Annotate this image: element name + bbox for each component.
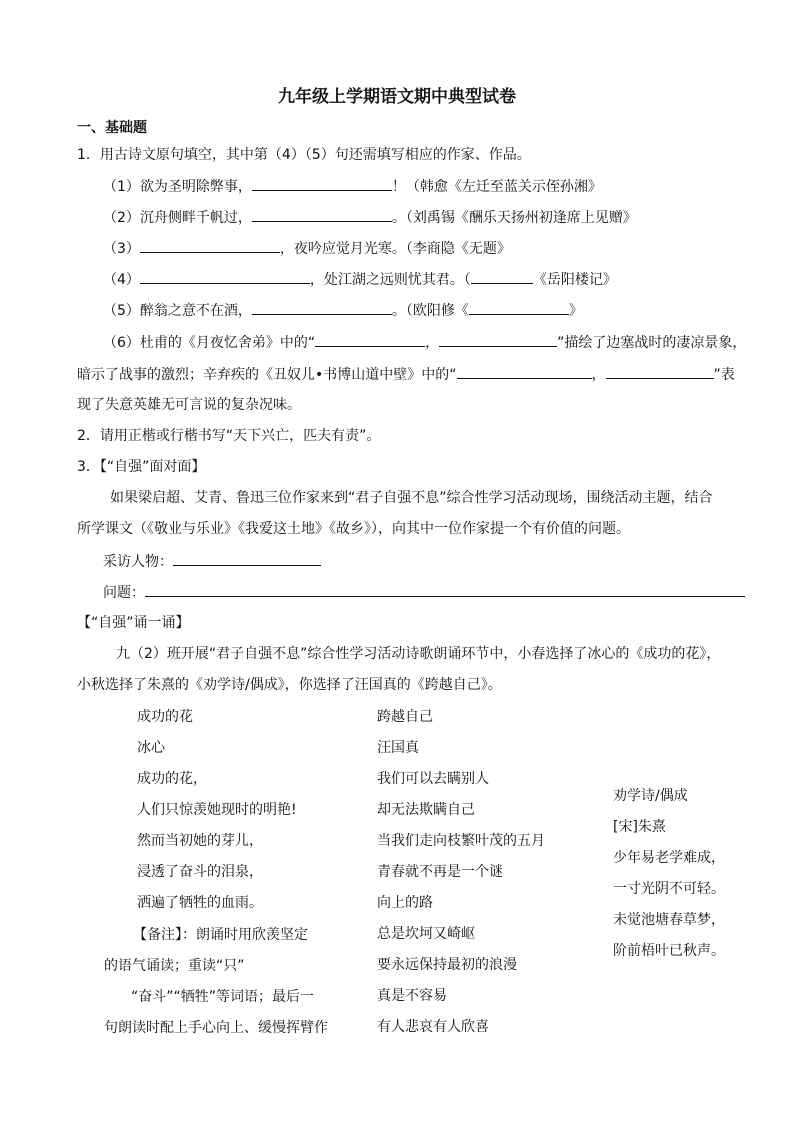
item-6-text-f: ”表 bbox=[713, 367, 735, 383]
poem-line: [宋]朱熹 bbox=[613, 819, 666, 835]
item-6-text-b: ， bbox=[425, 335, 440, 351]
answer-blank[interactable] bbox=[606, 364, 714, 379]
item-3-prefix: （3） bbox=[103, 241, 140, 257]
poem-line: 我们可以去瞒别人 bbox=[377, 771, 489, 787]
recite-heading: 【“自强”诵一诵】 bbox=[77, 615, 190, 631]
recite-paragraph-1: 九（2）班开展“君子自强不息”综合性学习活动诗歌朗诵环节中，小春选择了冰心的《成功的花》， bbox=[116, 646, 721, 662]
question-1-item-2 bbox=[103, 207, 637, 228]
poem-line: 要永远保持最初的浪漫 bbox=[377, 957, 517, 973]
poem-line: 跨越自己 bbox=[377, 709, 433, 725]
question-1-item-5 bbox=[103, 300, 583, 321]
question-1-item-1 bbox=[103, 176, 602, 197]
poem-line: 成功的花， bbox=[137, 771, 207, 787]
item-1-suffix: ！（韩愈《左迁至蓝关示侄孙湘》 bbox=[391, 179, 602, 195]
poem-line: 劝学诗/偶成 bbox=[613, 788, 688, 804]
question-2: 2．请用正楷或行楷书写“天下兴亡，匹夫有责”。 bbox=[77, 428, 381, 444]
answer-blank[interactable] bbox=[439, 332, 557, 347]
interviewee-label: 采访人物： bbox=[103, 554, 173, 570]
page-title: 九年级上学期语文期中典型试卷 bbox=[278, 87, 516, 107]
question-3-paragraph-1: 如果梁启超、艾青、鲁迅三位作家来到“君子自强不息”综合性学习活动现场，围绕活动主题，结合 bbox=[110, 490, 713, 506]
author-blank[interactable] bbox=[471, 269, 533, 284]
poem-line: 浸透了奋斗的泪泉， bbox=[137, 864, 263, 880]
answer-blank[interactable] bbox=[252, 300, 392, 315]
item-2-prefix: （2）沉舟侧畔千帆过， bbox=[103, 210, 252, 226]
item-3-suffix: ，夜吟应觉月光寒。（李商隐《无题》 bbox=[279, 241, 511, 257]
poem-line: 青春就不再是一个谜 bbox=[377, 864, 503, 880]
poem-line: 却无法欺瞒自己 bbox=[377, 802, 475, 818]
poem-line: 有人悲哀有人欣喜 bbox=[377, 1019, 489, 1035]
poem-line: 成功的花 bbox=[137, 709, 193, 725]
poem-line: 然而当初她的芽儿， bbox=[137, 833, 263, 849]
question-3-paragraph-2: 所学课文（《敬业与乐业》《我爱这土地》《故乡》），向其中一位作家提一个有价值的问题。 bbox=[77, 521, 630, 537]
note-line: 句朗读时配上手心向上、缓慢挥臂作 bbox=[104, 1020, 328, 1036]
item-5-suffix: 》 bbox=[568, 303, 583, 319]
question-1-item-6-line-3: 现了失意英雄无可言说的复杂况味。 bbox=[77, 397, 301, 413]
recite-paragraph-2: 小秋选择了朱熹的《劝学诗/偶成》，你选择了汪国真的《跨越自己》。 bbox=[77, 677, 502, 693]
item-6-text-a: （6）杜甫的《月夜忆舍弟》中的“ bbox=[103, 335, 316, 351]
note-line: 的语气诵读；重读“只” bbox=[104, 958, 245, 974]
poem-line: 阶前梧叶已秋声。 bbox=[613, 943, 725, 959]
item-5-middle: 。（欧阳修《 bbox=[391, 303, 469, 319]
question-1-item-6-line-1 bbox=[103, 332, 746, 353]
answer-blank[interactable] bbox=[140, 238, 280, 253]
poem-line: 人们只惊羡她现时的明艳! bbox=[137, 802, 297, 818]
item-4-suffix: 《岳阳楼记》 bbox=[532, 272, 617, 288]
item-6-text-d: 暗示了战事的激烈；辛弃疾的《丑奴儿•书博山道中壁》中的“ bbox=[77, 367, 457, 383]
poem-line: 向上的路 bbox=[377, 895, 433, 911]
section-heading: 一、基础题 bbox=[77, 120, 147, 136]
item-4-prefix: （4） bbox=[103, 272, 140, 288]
note-line: 【备注】：朗诵时用欣羡坚定 bbox=[133, 927, 308, 943]
poem-line: 冰心 bbox=[137, 740, 165, 756]
item-4-middle: ，处江湖之远则忧其君。（ bbox=[309, 272, 471, 288]
question-1-item-3 bbox=[103, 238, 511, 259]
poem-line: 洒遍了牺牲的血雨。 bbox=[137, 895, 263, 911]
work-blank[interactable] bbox=[469, 300, 569, 315]
question-row bbox=[103, 582, 745, 603]
poem-line: 一寸光阴不可轻。 bbox=[613, 881, 725, 897]
item-1-prefix: （1）欲为圣明除弊事， bbox=[103, 179, 252, 195]
question-1-item-6-line-2 bbox=[77, 364, 735, 385]
question-1-stem: 1．用古诗文原句填空，其中第（4）（5）句还需填写相应的作家、作品。 bbox=[77, 147, 531, 163]
interviewee-blank[interactable] bbox=[173, 551, 321, 566]
interviewee-row bbox=[103, 551, 321, 572]
poem-line: 汪国真 bbox=[377, 740, 419, 756]
question-blank[interactable] bbox=[145, 582, 745, 597]
answer-blank[interactable] bbox=[252, 207, 392, 222]
poem-line: 未觉池塘春草梦， bbox=[613, 912, 725, 928]
answer-blank[interactable] bbox=[315, 332, 425, 347]
poem-line: 真是不容易 bbox=[377, 988, 447, 1004]
question-label: 问题： bbox=[103, 585, 145, 601]
note-line: “奋斗”“牺牲”等词语；最后一 bbox=[131, 989, 315, 1005]
question-3-heading: 3．【“自强”面对面】 bbox=[77, 459, 206, 475]
item-6-text-e: ， bbox=[591, 367, 606, 383]
question-1-item-4 bbox=[103, 269, 617, 290]
poem-line: 总是坎坷又崎岖 bbox=[377, 926, 475, 942]
item-5-prefix: （5）醉翁之意不在酒， bbox=[103, 303, 252, 319]
answer-blank[interactable] bbox=[140, 269, 310, 284]
poem-line: 当我们走向枝繁叶茂的五月 bbox=[377, 833, 545, 849]
answer-blank[interactable] bbox=[252, 176, 392, 191]
item-2-suffix: 。（刘禹锡《酬乐天扬州初逢席上见赠》 bbox=[391, 210, 637, 226]
item-6-text-c: ”描绘了边塞战时的凄凉景象， bbox=[557, 335, 747, 351]
answer-blank[interactable] bbox=[457, 364, 592, 379]
poem-line: 少年易老学难成， bbox=[613, 850, 725, 866]
